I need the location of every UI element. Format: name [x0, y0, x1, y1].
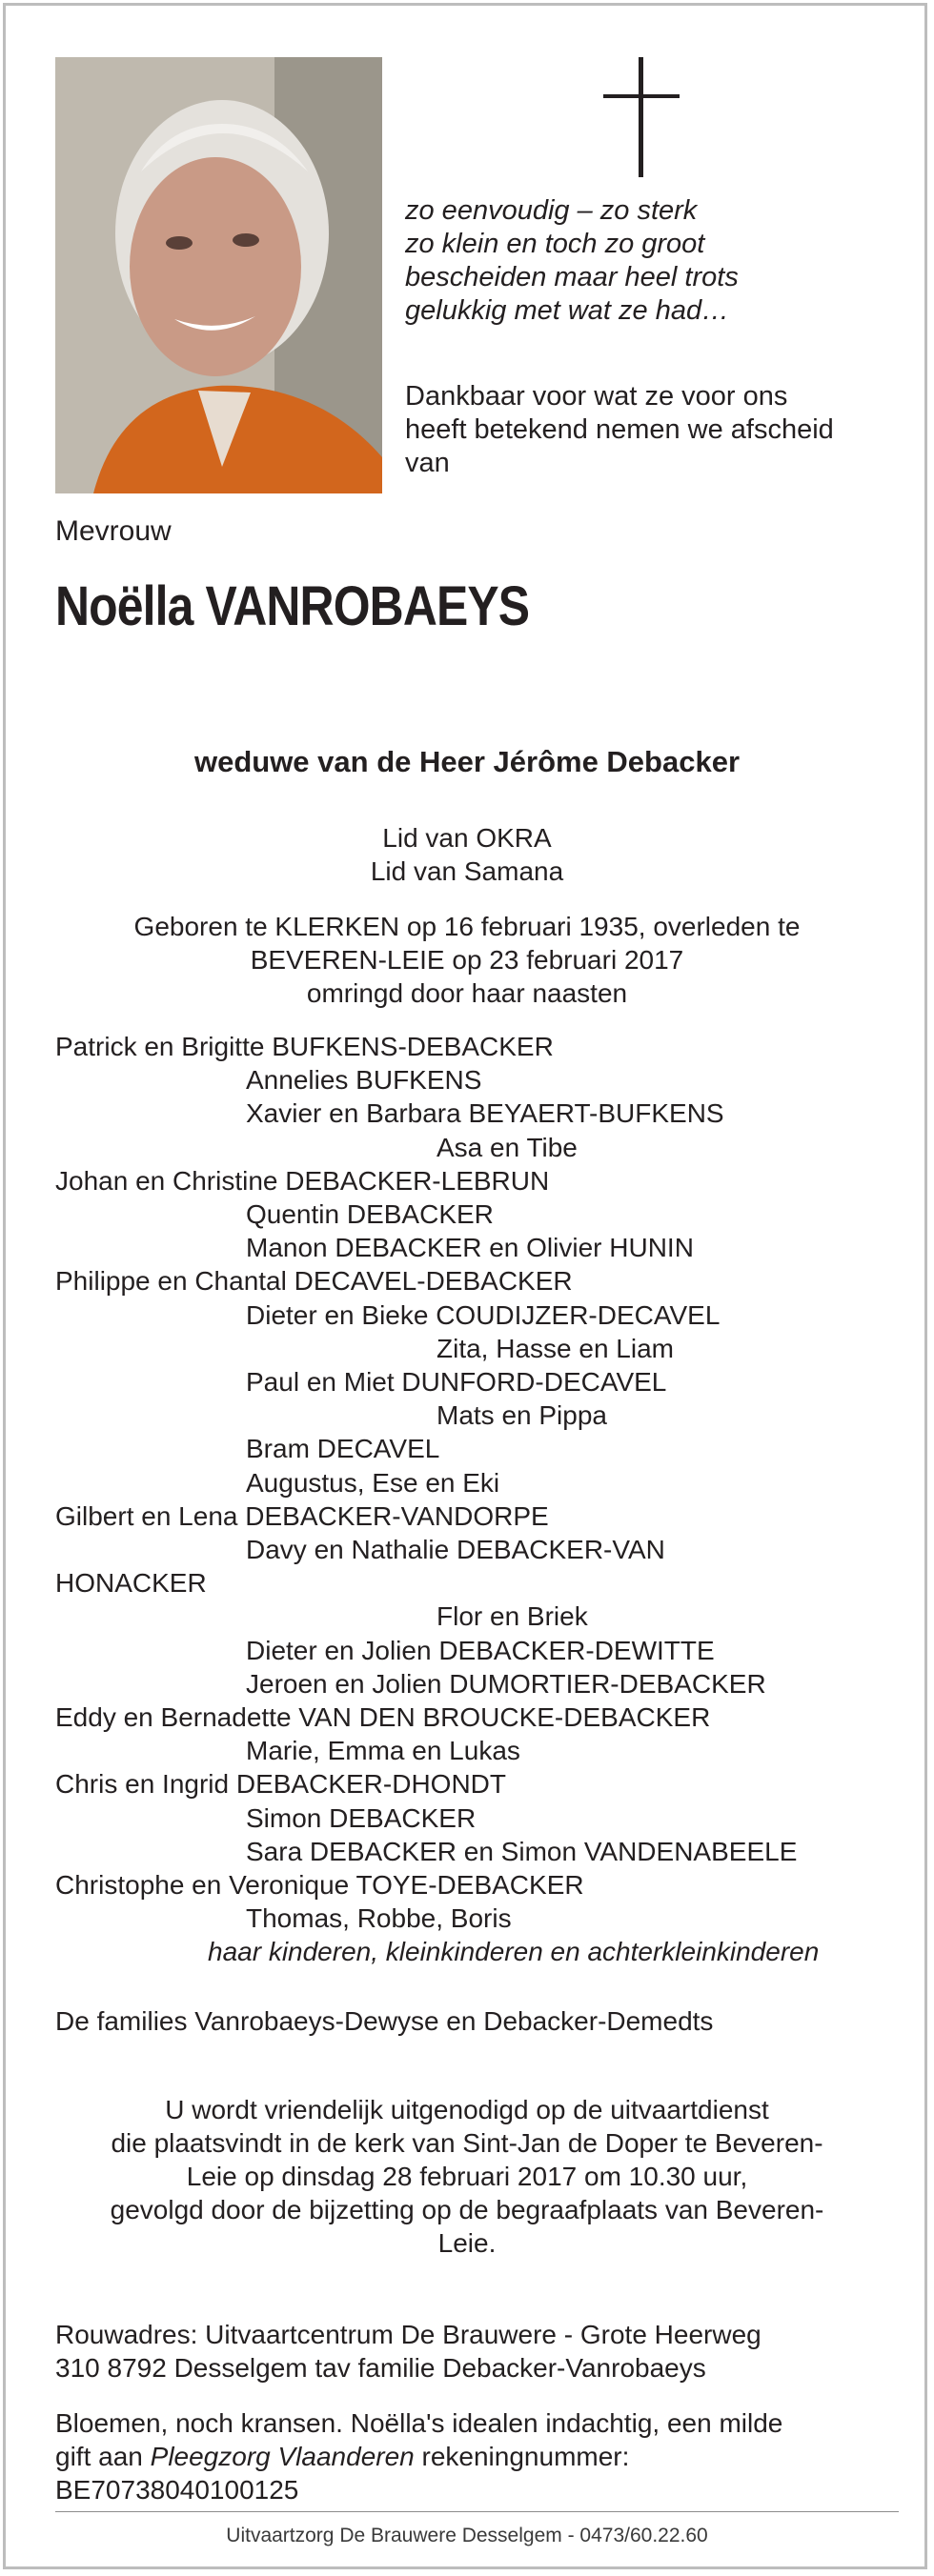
poem-line: zo klein en toch zo groot: [405, 229, 705, 259]
families-line: De families Vanrobaeys-Dewyse en Debacker-Demedts: [55, 2006, 714, 2036]
account-number: BE70738040100125: [55, 2475, 299, 2505]
birth-death-line: Geboren te KLERKEN op 16 februari 1935, overleden te: [133, 912, 801, 941]
footer-text: Uitvaartzorg De Brauwere Desselgem - 0473/60.22.60: [226, 2525, 708, 2546]
invitation-line: U wordt vriendelijk uitgenodigd op de uitvaartdienst: [165, 2095, 769, 2124]
name-prefix: Mevrouw: [55, 515, 172, 547]
family-line: Annelies BUFKENS: [246, 1065, 482, 1096]
family-line: Simon DEBACKER: [246, 1802, 477, 1833]
birth-death-info: [0, 910, 934, 1010]
family-line: Mats en Pippa: [437, 1400, 607, 1431]
family-line: Asa en Tibe: [437, 1132, 578, 1162]
thanks-line: heeft betekend nemen we afscheid: [405, 414, 834, 445]
family-line: Thomas, Robbe, Boris: [246, 1903, 512, 1934]
widow-line: weduwe van de Heer Jérôme Debacker: [193, 745, 741, 778]
family-line: Christophe en Veronique TOYE-DEBACKER: [55, 1870, 584, 1901]
family-line: Eddy en Bernadette VAN DEN BROUCKE-DEBACKER: [55, 1702, 711, 1733]
birth-death-line: BEVEREN-LEIE op 23 februari 2017: [250, 945, 684, 975]
family-list: [55, 1030, 819, 1969]
poem: [405, 194, 739, 328]
family-line: Paul en Miet DUNFORD-DECAVEL: [246, 1367, 667, 1398]
family-line: HONACKER: [55, 1568, 207, 1599]
charity-name: Pleegzorg Vlaanderen: [150, 2442, 415, 2471]
family-line: Philippe en Chantal DECAVEL-DEBACKER: [55, 1266, 573, 1297]
flowers-text: gift aan: [55, 2442, 151, 2471]
flowers-text: rekeningnummer:: [414, 2442, 630, 2471]
invitation-line: Leie op dinsdag 28 februari 2017 om 10.30 uur,: [186, 2162, 748, 2191]
funeral-invitation: [0, 2093, 934, 2260]
poem-line: bescheiden maar heel trots: [405, 262, 739, 292]
invitation-line: gevolgd door de bijzetting op de begraafplaats van Beveren-: [110, 2195, 824, 2224]
invitation-line: Leie.: [437, 2228, 497, 2258]
family-line: Jeroen en Jolien DUMORTIER-DEBACKER: [246, 1668, 766, 1699]
address-line: Rouwadres: Uitvaartcentrum De Brauwere - Grote Heerweg: [55, 2320, 761, 2349]
family-line: Quentin DEBACKER: [246, 1199, 494, 1230]
family-relation: haar kinderen, kleinkinderen en achterkleinkinderen: [208, 1937, 820, 1967]
family-line: Chris en Ingrid DEBACKER-DHONDT: [55, 1769, 506, 1800]
flowers-line: [55, 2440, 782, 2473]
invitation-line: die plaatsvindt in de kerk van Sint-Jan de Doper te Beveren-: [111, 2128, 823, 2158]
family-line: Dieter en Bieke COUDIJZER-DECAVEL: [246, 1299, 721, 1330]
family-line: Xavier en Barbara BEYAERT-BUFKENS: [246, 1098, 724, 1129]
footer-divider: [55, 2511, 899, 2512]
family-line: Zita, Hasse en Liam: [437, 1333, 674, 1363]
family-line: Davy en Nathalie DEBACKER-VAN: [246, 1535, 665, 1565]
birth-death-line: omringd door haar naasten: [306, 978, 628, 1008]
deceased-name: Noëlla VANROBAEYS: [55, 575, 530, 637]
address-line: 310 8792 Desselgem tav familie Debacker-Vanrobaeys: [55, 2353, 706, 2383]
thanks-text: [405, 380, 834, 480]
family-line: Dieter en Jolien DEBACKER-DEWITTE: [246, 1635, 715, 1665]
thanks-line: Dankbaar voor wat ze voor ons: [405, 381, 788, 412]
portrait-photo: [55, 57, 382, 493]
family-line: Sara DEBACKER en Simon VANDENABEELE: [246, 1836, 798, 1866]
family-line: Augustus, Ese en Eki: [246, 1467, 500, 1498]
thanks-line: van: [405, 448, 450, 478]
family-line: Marie, Emma en Lukas: [246, 1736, 520, 1766]
family-line: Manon DEBACKER en Olivier HUNIN: [246, 1233, 694, 1263]
poem-line: zo eenvoudig – zo sterk: [405, 195, 698, 226]
family-line: Flor en Briek: [437, 1601, 588, 1632]
flowers-note: [55, 2406, 782, 2506]
family-line: Gilbert en Lena DEBACKER-VANDORPE: [55, 1500, 549, 1531]
membership-item: Lid van OKRA: [382, 823, 552, 853]
poem-line: gelukkig met wat ze had…: [405, 295, 730, 326]
family-line: Johan en Christine DEBACKER-LEBRUN: [55, 1165, 550, 1196]
cross-icon: [603, 57, 680, 177]
family-line: Patrick en Brigitte BUFKENS-DEBACKER: [55, 1032, 554, 1061]
membership-item: Lid van Samana: [370, 856, 564, 886]
flowers-line: Bloemen, noch kransen. Noëlla's idealen indachtig, een milde: [55, 2408, 783, 2438]
mourning-address: [55, 2318, 761, 2385]
family-line: Bram DECAVEL: [246, 1434, 440, 1464]
memberships: [0, 821, 934, 888]
